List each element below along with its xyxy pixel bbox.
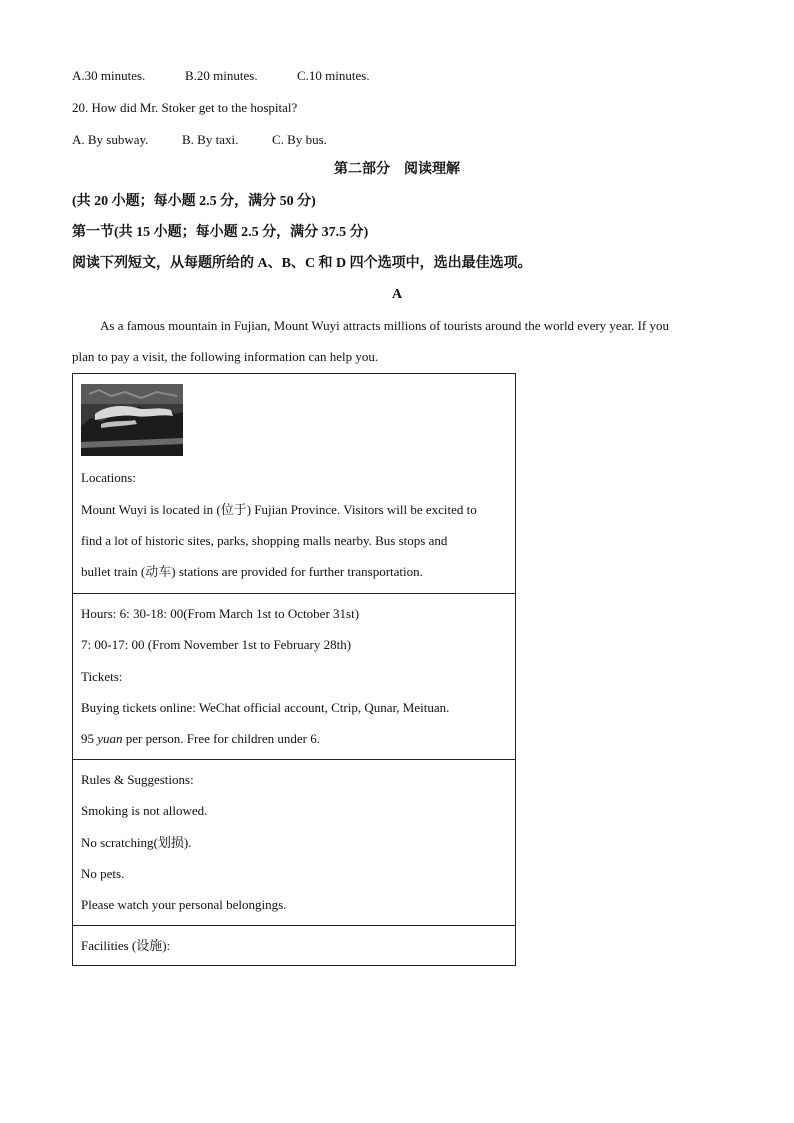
locations-cell <box>73 374 515 594</box>
rule-no-pets: No pets. <box>81 866 125 881</box>
hours-tickets-cell <box>73 594 515 760</box>
rule-no-scratching: No scratching(划损). <box>81 835 192 850</box>
ticket-price <box>81 731 320 747</box>
passage-intro-line2: plan to pay a visit, the following information can help you. <box>72 349 379 364</box>
section1-heading: 第一节(共 15 小题；每小题 2.5 分，满分 37.5 分) <box>72 225 369 240</box>
q19-option-a: A.30 minutes. <box>72 68 146 83</box>
q20-option-a: A. By subway. <box>72 132 149 147</box>
facilities-cell <box>73 926 515 966</box>
locations-line-1: Mount Wuyi is located in (位于) Fujian Province. Visitors will be excited to <box>81 502 477 517</box>
hours-line-1: Hours: 6: 30-18: 00(From March 1st to October 31st) <box>81 606 360 621</box>
part2-scoring: (共 20 小题；每小题 2.5 分，满分 50 分) <box>72 194 316 209</box>
q19-option-c: C.10 minutes. <box>297 68 370 83</box>
passage-intro-line1: As a famous mountain in Fujian, Mount Wuyi attracts millions of tourists around the world every year. If you <box>100 318 669 333</box>
rule-belongings: Please watch your personal belongings. <box>81 897 287 912</box>
locations-line-3: bullet train (动车) stations are provided for further transportation. <box>81 564 423 579</box>
part2-title: 第二部分 阅读理解 <box>334 162 460 177</box>
rules-heading: Rules & Suggestions: <box>81 772 194 787</box>
rule-no-smoking: Smoking is not allowed. <box>81 803 208 818</box>
ticket-price-number: 95 <box>81 731 98 746</box>
ticket-price-unit: yuan <box>97 731 123 746</box>
locations-heading: Locations: <box>81 470 136 485</box>
q20-option-b: B. By taxi. <box>182 132 239 147</box>
ticket-price-rest: per person. Free for children under 6. <box>122 731 320 746</box>
q19-option-b: B.20 minutes. <box>185 68 258 83</box>
hours-line-2: 7: 00-17: 00 (From November 1st to February 28th) <box>81 637 352 652</box>
mountain-image-icon <box>81 384 183 456</box>
facilities-heading: Facilities (设施): <box>81 938 171 953</box>
passage-label: A <box>391 287 403 302</box>
tickets-heading: Tickets: <box>81 669 123 684</box>
q20-question: 20. How did Mr. Stoker get to the hospital? <box>72 100 298 115</box>
q20-option-c: C. By bus. <box>272 132 327 147</box>
mount-wuyi-photo <box>81 384 183 456</box>
reading-instruction: 阅读下列短文，从每题所给的 A、B、C 和 D 四个选项中，选出最佳选项。 <box>72 256 532 271</box>
rules-cell <box>73 760 515 926</box>
locations-line-2: find a lot of historic sites, parks, shopping malls nearby. Bus stops and <box>81 533 448 548</box>
info-table <box>72 373 516 966</box>
tickets-online: Buying tickets online: WeChat official account, Ctrip, Qunar, Meituan. <box>81 700 450 715</box>
